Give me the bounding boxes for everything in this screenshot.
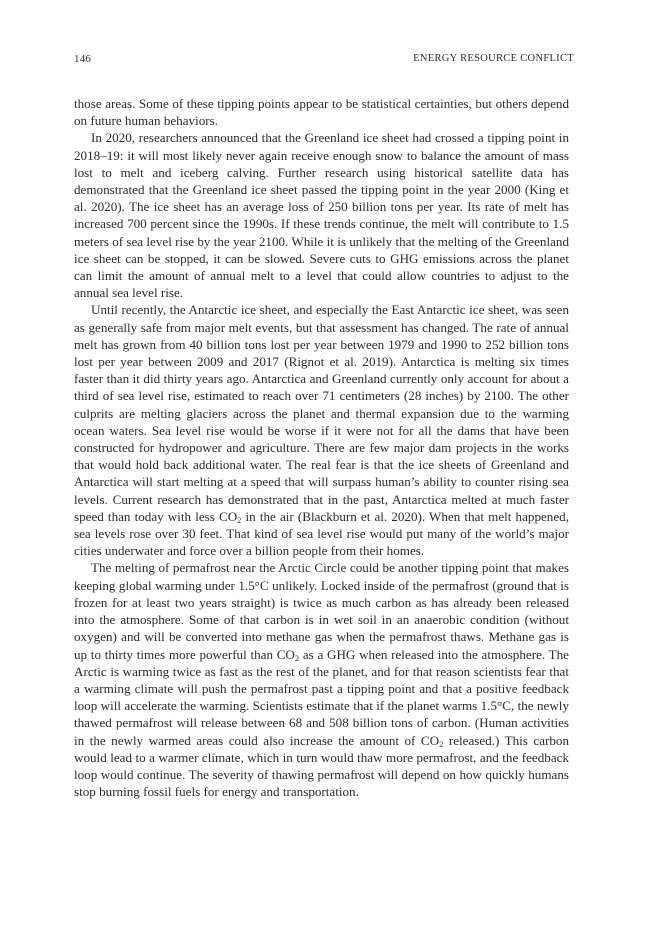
paragraph-permafrost [74,559,569,800]
paragraph-permafrost-part-3: released.) This carbon would lead to a warmer climate, which in turn would thaw more permafrost, and the feedback loop would continue. The severity of thawing permafrost will depend on how quickly humans stop burning fossil fuels for energy and transportation. [74,732,570,800]
paragraph-continued: those areas. Some of these tipping points appear to be statistical certainties, but others depend on future human behaviors. [74,96,569,129]
paragraph-antarctica [74,301,569,559]
body-text [74,95,569,800]
co2-subscript: 2 [294,652,300,663]
paragraph-antarctica-part-1: Until recently, the Antarctic ice sheet, and especially the East Antarctic ice sheet, was seen as generally safe from major melt events, but that assessment has changed. The rate of annual melt has grown from 40 billion tons lost per year between 1979 and 1990 to 252 billion tons lost per year between 2009 and 2017 (Rignot et al. 2019). Antarctica is melting six times faster than it did thirty years ago. Antarctica and Greenland currently only account for about a third of sea level rise, estimated to reach over 71 centimeters (28 inches) by 2100. The other culprits are melting glaciers across the planet and thermal expansion due to the warming ocean waters. Sea level rise would be worse if it were not for all the dams that have been constructed for hydropower and agriculture. There are few major dam projects in the works that would hold back additional water. The real fear is that the ice sheets of Greenland and Antarctica will start melting at a speed that will surpass human’s ability to counter rising sea levels. Current research has demonstrated that in the past, Antarctica melted at much faster speed than today with less CO [74,302,569,524]
co2-subscript: 2 [439,738,444,749]
paragraph-permafrost-part-1: The melting of permafrost near the Arctic Circle could be another tipping point that makes keeping global warming under 1.5°C unlikely. Locked inside of the permafrost (ground that is frozen for at least two years straight) is twice as much carbon as has already been released into the atmosphere. Some of that carbon is in wet soil in an anaerobic condition (without oxygen) and will be converted into methane gas when the permafrost thaws. Methane gas is up to thirty times more powerful than CO [74,560,569,662]
co2-subscript: 2 [237,514,242,525]
paragraph-permafrost-part-2: as a GHG when released into the atmosphere. The Arctic is warming twice as fast as the rest of the planet, and for that reason scientists fear that a warming climate will push the permafrost past a tipping point and that a positive feedback loop will accelerate the warming. Scientists estimate that if the planet warms 1.5°C, the newly thawed permafrost will release between 68 and 508 billion tons of carbon. (Human activities in the newly warmed areas could also increase the amount of CO [74,646,569,748]
paragraph-greenland: In 2020, researchers announced that the Greenland ice sheet had crossed a tipping point in 2018–19: it will most likely never again receive enough snow to balance the amount of mass lost to melt and iceberg calving. Further research using historical satellite data has demonstrated that the Greenland ice sheet passed the tipping point in the year 2000 (King et al. 2020). The ice sheet has an average loss of 250 billion tons per year. Its rate of melt has increased 700 percent since the 1990s. If these trends continue, the melt will contribute to 1.5 meters of sea level rise by the year 2100. While it is unlikely that the melting of the Greenland ice sheet can be stopped, it can be slowed. Severe cuts to GHG emissions across the planet can limit the amount of annual melt to a level that could allow countries to adjust to the annual sea level rise. [74,130,569,301]
page-number: 146 [74,53,92,65]
running-title: ENERGY RESOURCE CONFLICT [413,53,574,64]
paragraph-antarctica-part-2: in the air (Blackburn et al. 2020). When that melt happened, sea levels rose over 30 feet. That kind of sea level rise would put many of the world’s major cities underwater and force over a billion people from their homes. [74,508,569,559]
